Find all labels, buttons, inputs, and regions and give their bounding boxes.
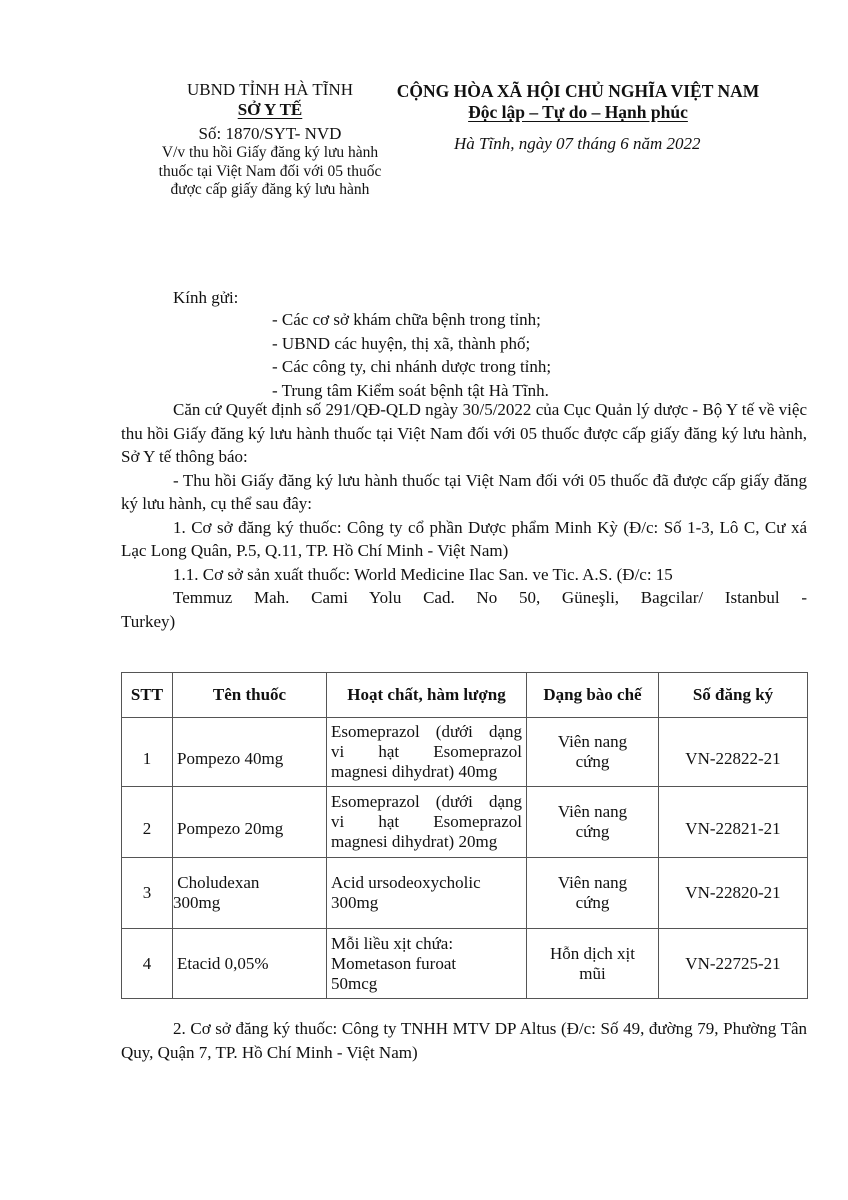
body-section-intro [121, 398, 807, 633]
ingredient-line: Mỗi liều xịt chứa: [331, 933, 454, 953]
cell-stt: 1 [122, 718, 173, 787]
national-title: CỘNG HÒA XÃ HỘI CHỦ NGHĨA VIỆT NAM [396, 81, 760, 101]
paragraph-registrant-1: 1. Cơ sở đăng ký thuốc: Công ty cổ phần Dược phẩm Minh Kỳ (Đ/c: Số 1-3, Lô C, Cư xá Lạc Long Quân, P.5, Q.11, TP. Hồ Chí Minh - Việt Nam) [121, 517, 807, 560]
dosage-form-line: cứng [575, 893, 610, 912]
ingredient-line: 300mg [331, 893, 379, 912]
cell-ingredient [327, 929, 527, 999]
column-header-drug-name: Tên thuốc [173, 673, 327, 718]
paragraph-manufacturer-1-1 [121, 563, 807, 634]
drug-name-line: 300mg [173, 893, 221, 912]
recipient-item: - Các công ty, chi nhánh dược trong tỉnh; [272, 357, 552, 376]
cell-ingredient [327, 787, 527, 858]
dosage-form-line: cứng [575, 822, 610, 841]
table-row [122, 718, 808, 787]
national-motto: Độc lập – Tự do – Hạnh phúc [468, 102, 688, 122]
dosage-form-line: Hỗn dịch xịt [550, 943, 635, 963]
cell-ingredient [327, 858, 527, 929]
paragraph-recall-notice: - Thu hồi Giấy đăng ký lưu hành thuốc tại Việt Nam đối với 05 thuốc đã được cấp giấy đăng ký lưu hành, cụ thể sau đây: [121, 470, 807, 513]
cell-registration-number: VN-22725-21 [659, 929, 808, 999]
cell-drug-name: Pompezo 40mg [173, 718, 327, 787]
issuer-block [120, 80, 420, 200]
recipient-item: - UBND các huyện, thị xã, thành phố; [272, 333, 531, 353]
recipient-item: - Các cơ sở khám chữa bệnh trong tỉnh; [272, 310, 541, 329]
manufacturer-line: Temmuz Mah. Cami Yolu Cad. No 50, Güneşli, Bagcilar/ Istanbul - [173, 588, 807, 607]
table-row [122, 929, 808, 999]
document-subject: V/v thu hồi Giấy đăng ký lưu hành thuốc tại Việt Nam đối với 05 thuốc được cấp giấy đăng ký lưu hành [158, 144, 382, 198]
cell-registration-number: VN-22822-21 [659, 718, 808, 787]
ingredient-line: Esomeprazol (dưới dạng [331, 792, 522, 811]
table-header-row [122, 673, 808, 718]
column-header-ingredient: Hoạt chất, hàm lượng [327, 673, 527, 718]
cell-registration-number: VN-22820-21 [659, 858, 808, 929]
manufacturer-line: Turkey) [121, 611, 176, 631]
table-row [122, 858, 808, 929]
national-header [378, 80, 778, 154]
place-date: Hà Tĩnh, ngày 07 tháng 6 năm 2022 [454, 134, 701, 153]
issuer-organization: UBND TỈNH HÀ TĨNH [186, 80, 354, 99]
ingredient-line: magnesi dihydrat) 20mg [331, 832, 498, 851]
cell-dosage-form [527, 787, 659, 858]
cell-stt: 3 [122, 858, 173, 929]
cell-drug-name [173, 858, 327, 929]
dosage-form-line: mũi [579, 963, 606, 983]
cell-stt: 4 [122, 929, 173, 999]
ingredient-line: Acid ursodeoxycholic [331, 873, 481, 892]
recipients-list [272, 308, 551, 402]
column-header-stt: STT [122, 673, 173, 718]
body-section-registrant-2 [121, 1017, 807, 1064]
table-row [122, 787, 808, 858]
cell-drug-name: Etacid 0,05% [173, 929, 327, 999]
recipients-label: Kính gửi: [173, 288, 239, 307]
dosage-form-line: Viên nang [557, 732, 628, 751]
paragraph-legal-basis: Căn cứ Quyết định số 291/QĐ-QLD ngày 30/5/2022 của Cục Quản lý dược - Bộ Y tế về việc thu hồi Giấy đăng ký lưu hành thuốc tại Việt Nam đối với 05 thuốc được cấp giấy đăng ký lưu hành, Sở Y tế thông báo: [121, 400, 807, 466]
ingredient-line: vi hạt Esomeprazol [331, 812, 522, 831]
recipient-item: - Trung tâm Kiểm soát bệnh tật Hà Tĩnh. [272, 380, 549, 400]
ingredient-line: magnesi dihydrat) 40mg [331, 762, 498, 781]
cell-dosage-form [527, 929, 659, 999]
cell-drug-name: Pompezo 20mg [173, 787, 327, 858]
ingredient-line: vi hạt Esomeprazol [331, 742, 522, 761]
ingredient-line: Esomeprazol (dưới dạng [331, 722, 522, 741]
drug-name-line: Choludexan [173, 873, 260, 892]
dosage-form-line: cứng [575, 752, 610, 771]
document-number: Số: 1870/SYT- NVD [198, 124, 342, 143]
paragraph-registrant-2: 2. Cơ sở đăng ký thuốc: Công ty TNHH MTV DP Altus (Đ/c: Số 49, đường 79, Phường Tân Quy, Quận 7, TP. Hồ Chí Minh - Việt Nam) [121, 1019, 807, 1062]
cell-ingredient [327, 718, 527, 787]
ingredient-line: 50mcg [331, 973, 378, 993]
column-header-registration-number: Số đăng ký [659, 673, 808, 718]
issuer-department: SỞ Y TẾ [237, 100, 303, 119]
ingredient-line: Mometason furoat [331, 953, 457, 973]
cell-dosage-form [527, 718, 659, 787]
recalled-drugs-table [121, 672, 808, 999]
manufacturer-line: 1.1. Cơ sở sản xuất thuốc: World Medicine Ilac San. ve Tic. A.S. (Đ/c: 15 [173, 564, 673, 584]
cell-stt: 2 [122, 787, 173, 858]
column-header-dosage-form: Dạng bào chế [527, 673, 659, 718]
cell-dosage-form [527, 858, 659, 929]
cell-registration-number: VN-22821-21 [659, 787, 808, 858]
dosage-form-line: Viên nang [557, 873, 628, 892]
dosage-form-line: Viên nang [557, 802, 628, 821]
